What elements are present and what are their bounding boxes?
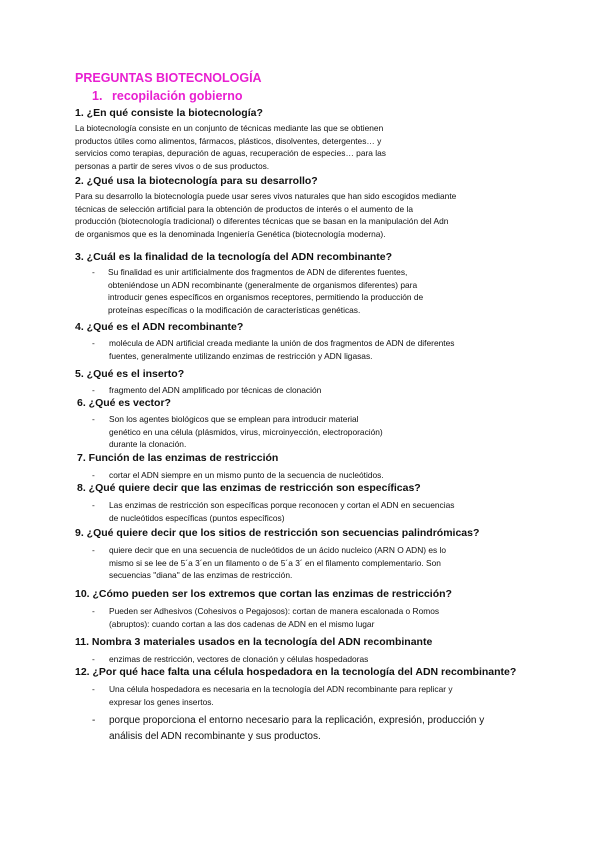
answer-line: fragmento del ADN amplificado por técnicas de clonación: [109, 385, 322, 395]
question-title: 2. ¿Qué usa la biotecnología para su desarrollo?: [75, 175, 318, 187]
bullet-dash: -: [92, 470, 95, 480]
answer-line: análisis del ADN recombinante y sus productos.: [109, 731, 321, 742]
question-title: 12. ¿Por qué hace falta una célula hospedadora en la tecnología del ADN recombinante?: [75, 666, 517, 678]
bullet-dash: -: [92, 715, 96, 726]
answer-line: mismo si se lee de 5´a 3´en un filamento o de 5´a 3´ en el filamento complementario. Son: [109, 557, 441, 568]
bullet-dash: -: [92, 414, 95, 424]
answer-line: Una célula hospedadora es necesaria en la tecnología del ADN recombinante para replicar y: [109, 684, 453, 694]
bullet-dash: -: [92, 500, 95, 510]
bullet-text: [109, 653, 368, 666]
section-heading: [92, 89, 243, 103]
answer-line: obteniéndose un ADN recombinante (generalmente de organismos diferentes) para: [108, 279, 418, 290]
answer-line: expresar los genes insertos.: [109, 696, 214, 707]
section-number: 1.: [92, 89, 103, 103]
question-title: 10. ¿Cómo pueden ser los extremos que cortan las enzimas de restricción?: [75, 588, 452, 600]
answer-line: técnicas de selección artificial para la obtención de productos de interés o el aumento de la: [75, 203, 413, 214]
answer-line: personas a partir de seres vivos o de sus productos.: [75, 161, 270, 172]
bullet-text: [109, 337, 454, 362]
answer-line: La biotecnología consiste en un conjunto de técnicas mediante las que se obtienen: [75, 123, 384, 133]
bullet-dash: -: [92, 684, 95, 694]
bullet-text: [109, 469, 384, 482]
question-title: 9. ¿Qué quiere decir que los sitios de restricción son secuencias palindrómicas?: [75, 527, 480, 539]
answer-line: porque proporciona el entorno necesario para la replicación, expresión, producción y: [109, 715, 485, 726]
answer-line: fuentes, generalmente utilizando enzimas de restricción y ADN ligasas.: [109, 350, 373, 361]
answer-line: enzimas de restricción, vectores de clonación y células hospedadoras: [109, 654, 369, 664]
question-title: 1. ¿En qué consiste la biotecnología?: [75, 107, 263, 119]
answer-line: productos útiles como alimentos, fármacos, plásticos, disolventes, detergentes… y: [75, 135, 382, 146]
question-title: 5. ¿Qué es el inserto?: [75, 368, 185, 380]
answer-paragraph: [75, 190, 456, 241]
bullet-text: [109, 384, 321, 397]
document-title: PREGUNTAS BIOTECNOLOGÍA: [75, 71, 262, 85]
bullet-dash: -: [92, 385, 95, 395]
question-title: 3. ¿Cuál es la finalidad de la tecnología del ADN recombinante?: [75, 251, 393, 263]
answer-line: Las enzimas de restricción son específicas porque reconocen y cortan el ADN en secuencias: [109, 500, 455, 510]
bullet-text: [109, 499, 454, 524]
bullet-dash: -: [92, 606, 95, 616]
answer-line: de nucleótidos específicas (puntos específicos): [109, 512, 285, 523]
answer-line: de organismos que es la denominada Ingeniería Genética (biotecnología moderna).: [75, 229, 386, 240]
answer-line: (abruptos): cuando cortan a las dos cadenas de ADN en el mismo lugar: [109, 618, 375, 629]
bullet-dash: -: [92, 654, 95, 664]
answer-line: introducir genes específicos en organismos receptores, permitiendo la producción de: [108, 292, 424, 303]
bullet-text: [109, 413, 383, 451]
bullet-text: [109, 713, 484, 745]
question-title: 4. ¿Qué es el ADN recombinante?: [75, 321, 244, 333]
answer-line: cortar el ADN siempre en un mismo punto de la secuencia de nucleótidos.: [109, 470, 384, 480]
answer-line: producción (biotecnología tradicional) o diferentes técnicas que se basan en la manipulación del Adn: [75, 216, 449, 227]
answer-line: quiere decir que en una secuencia de nucleótidos de un ácido nucleico (ARN O ADN) es lo: [109, 545, 447, 555]
question-title: 7. Función de las enzimas de restricción: [77, 452, 279, 464]
answer-paragraph: [75, 122, 386, 173]
answer-line: durante la clonación.: [109, 439, 187, 450]
bullet-dash: -: [92, 338, 95, 348]
bullet-text: [109, 544, 446, 582]
section-title: recopilación gobierno: [112, 89, 243, 103]
answer-line: Su finalidad es unir artificialmente dos fragmentos de ADN de diferentes fuentes,: [108, 267, 408, 277]
answer-line: proteínas específicas o la modificación de características genéticas.: [108, 305, 361, 316]
answer-line: molécula de ADN artificial creada mediante la unión de dos fragmentos de ADN de diferentes: [109, 338, 455, 348]
answer-line: Son los agentes biológicos que se emplean para introducir material: [109, 414, 359, 424]
bullet-dash: -: [92, 267, 95, 277]
question-title: 11. Nombra 3 materiales usados en la tecnología del ADN recombinante: [75, 636, 433, 648]
answer-line: genético en una célula (plásmidos, virus, microinyección, electroporación): [109, 426, 383, 437]
bullet-text: [109, 605, 439, 630]
bullet-text: [109, 683, 453, 708]
question-title: 8. ¿Qué quiere decir que las enzimas de restricción son específicas?: [77, 482, 421, 494]
answer-line: Pueden ser Adhesivos (Cohesivos o Pegajosos): cortan de manera escalonada o Romos: [109, 606, 440, 616]
question-title: 6. ¿Qué es vector?: [77, 397, 171, 409]
answer-line: Para su desarrollo la biotecnología puede usar seres vivos naturales que han sido escogidos mediante: [75, 191, 457, 201]
answer-line: secuencias "diana" de las enzimas de restricción.: [109, 570, 293, 581]
bullet-text: [108, 266, 423, 317]
answer-line: servicios como terapias, depuración de aguas, recuperación de especies… para las: [75, 148, 386, 159]
bullet-dash: -: [92, 545, 95, 555]
